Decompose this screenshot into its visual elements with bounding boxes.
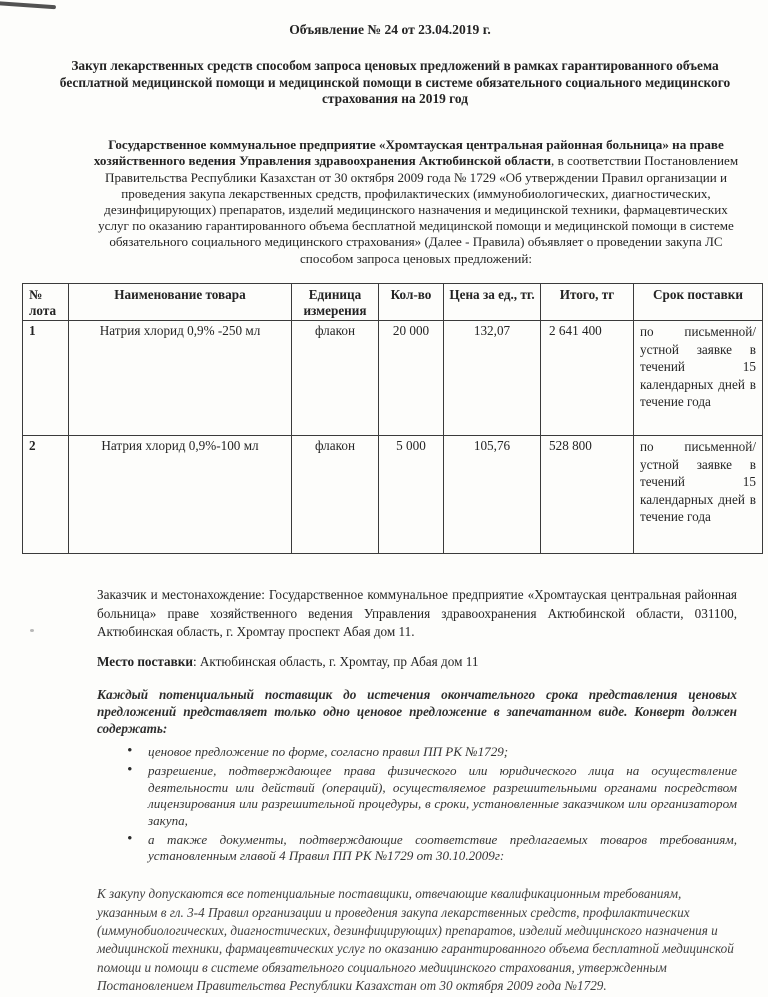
- column-header: Единица измерения: [292, 284, 379, 321]
- table-cell: 20 000: [379, 321, 444, 436]
- envelope-paragraph: Каждый потенциальный поставщик до истечения окончательного срока представления ценовых предложений представляет только одно ценовое предложение в запечатанном виде. Конверт должен содержать:: [97, 687, 737, 736]
- table-cell: флакон: [292, 321, 379, 436]
- table-cell: флакон: [292, 436, 379, 554]
- envelope-list: [125, 744, 737, 868]
- table-cell: Натрия хлорид 0,9%-100 мл: [69, 436, 292, 554]
- column-header: Срок поставки: [634, 284, 763, 321]
- document-title: Объявление № 24 от 23.04.2019 г.: [289, 22, 491, 37]
- table-cell: 528 800: [541, 436, 634, 554]
- table-cell: 2: [23, 436, 69, 554]
- document-subtitle: Закуп лекарственных средств способом запроса ценовых предложений в рамках гарантированного объема бесплатной медицинской помощи и медицинской помощи в системе обязательного социального медицинского страхования на 2019 год: [59, 58, 731, 106]
- lots-table: [22, 283, 763, 554]
- intro-paragraph: [92, 137, 740, 267]
- scan-artifact-mark: [0, 1, 56, 10]
- lots-table-body: [23, 321, 763, 554]
- delivery-place-line: [97, 654, 737, 670]
- list-item: • а также документы, подтверждающие соответствие предлагаемых товаров требованиям, установленным главой 4 Правил ПП РК №1729 от 30.10.2009г:: [125, 832, 737, 865]
- scan-artifact-dot: [30, 629, 34, 632]
- column-header: Кол-во: [379, 284, 444, 321]
- table-cell: Натрия хлорид 0,9% -250 мл: [69, 321, 292, 436]
- intro-regular-text: , в соответствии Постановлением Правительства Республики Казахстан от 30 октября 2009 года № 1729 «Об утверждении Правил организации и проведения закупа лекарственных средств, профилактических (иммунобиологических, диагностических, дезинфицирующих) препаратов, изделий медицинского назначения и медицинской техники, фармацевтических услуг по оказанию гарантированного объема бесплатной медицинской помощи и медицинской помощи в системе обязательного социального медицинского страхования» (Далее - Правила) объявляет о проведении закупа ЛС способом запроса ценовых предложений:: [98, 153, 739, 266]
- column-header: Цена за ед., тг.: [444, 284, 541, 321]
- table-cell: по письменной/устной заявке в течений 15 календарных дней в течение года: [634, 436, 763, 554]
- qualification-paragraph: К закупу допускаются все потенциальные поставщики, отвечающие квалификационным требованиям, указанным в гл. 3-4 Правил организации и проведения закупа лекарственных средств, профилактических (иммунобиологических, диагностических, дезинфицирующих) препаратов, изделий медицинского назначения и медицинской техники, фармацевтических услуг по оказанию гарантированного объема бесплатной медицинской помощи и помощи в системе обязательного социального медицинского страхования, утвержденным Постановлением Правительства Республики Казахстан от 30 октября 2009 года №1729.: [97, 886, 734, 994]
- lots-table-header-row: [23, 284, 763, 321]
- table-cell: по письменной/устной заявке в течений 15 календарных дней в течение года: [634, 321, 763, 436]
- customer-paragraph: Заказчик и местонахождение: Государственное коммунальное предприятие «Хромтауская центральная районная больница» праве хозяйственного ведения Управления здравоохранения Актюбинской области, 031100, Актюбинская область, г. Хромтау проспект Абая дом 11.: [97, 587, 737, 639]
- column-header: № лота: [23, 284, 69, 321]
- column-header: Наименование товара: [69, 284, 292, 321]
- table-cell: 1: [23, 321, 69, 436]
- delivery-place-value: : Актюбинская область, г. Хромтау, пр Абая дом 11: [192, 654, 479, 670]
- table-cell: 105,76: [444, 436, 541, 554]
- table-row: [23, 321, 763, 436]
- table-cell: 2 641 400: [541, 321, 634, 436]
- table-row: [23, 436, 763, 554]
- intro-bold-text: Государственное коммунальное предприятие «Хромтауская центральная районная больница» на праве хозяйственного ведения Управления здравоохранения Актюбинской области: [93, 137, 724, 169]
- list-item: • разрешение, подтверждающее права физического или юридического лица на осуществление деятельности или действий (операций), осуществляемое разрешительными органами посредством лицензирования или разрешительной процедуры, в сроки, установленные заказчиком или организатором закупа,: [125, 763, 737, 829]
- column-header: Итого, тг: [541, 284, 634, 321]
- list-item: • ценовое предложение по форме, согласно правил ПП РК №1729;: [125, 744, 737, 760]
- table-cell: 5 000: [379, 436, 444, 554]
- delivery-place-label: Место поставки: [97, 654, 193, 670]
- table-cell: 132,07: [444, 321, 541, 436]
